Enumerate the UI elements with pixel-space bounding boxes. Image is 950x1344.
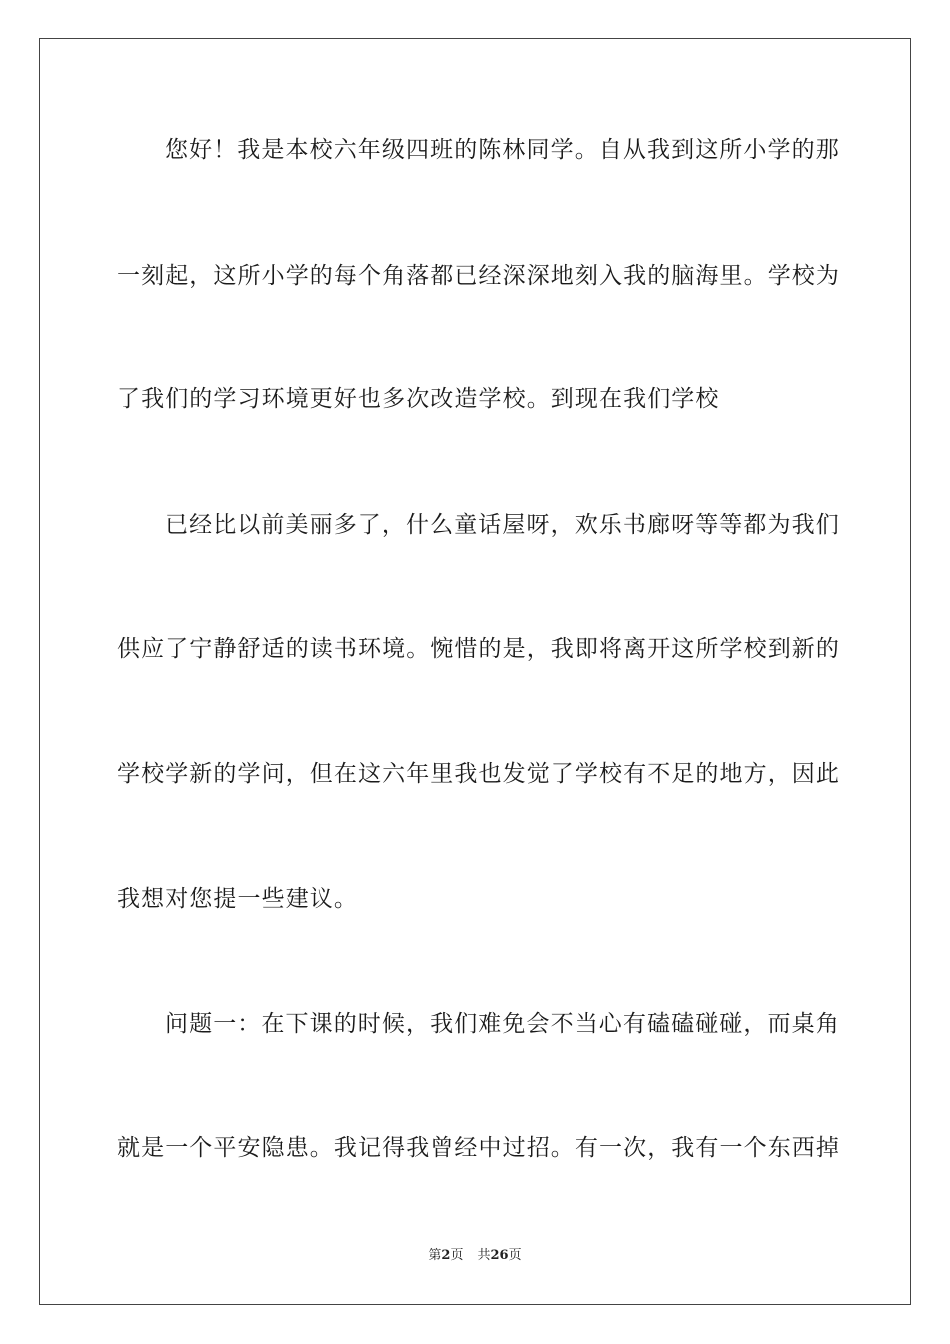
total-suffix: 页 xyxy=(508,1248,522,1263)
text-line-2: 一刻起，这所小学的每个角落都已经深深地刻入我的脑海里。学校为 xyxy=(117,263,840,289)
page-prefix: 第 xyxy=(428,1248,442,1263)
text-line-1: 您好！我是本校六年级四班的陈林同学。自从我到这所小学的那 xyxy=(165,137,840,163)
text-line-3: 了我们的学习环境更好也多次改造学校。到现在我们学校 xyxy=(117,386,720,412)
text-line-9: 就是一个平安隐患。我记得我曾经中过招。有一次，我有一个东西掉 xyxy=(117,1135,840,1161)
text-line-8: 问题一：在下课的时候，我们难免会不当心有磕磕碰碰，而桌角 xyxy=(165,1011,840,1037)
text-line-5: 供应了宁静舒适的读书环境。惋惜的是，我即将离开这所学校到新的 xyxy=(117,636,840,662)
text-line-6: 学校学新的学问，但在这六年里我也发觉了学校有不足的地方，因此 xyxy=(117,761,840,787)
page-suffix: 页 xyxy=(450,1248,464,1263)
page-border xyxy=(39,38,911,1305)
total-pages: 26 xyxy=(490,1248,509,1263)
page-footer xyxy=(0,1247,950,1265)
text-line-7: 我想对您提一些建议。 xyxy=(117,886,358,912)
text-line-4: 已经比以前美丽多了，什么童话屋呀，欢乐书廊呀等等都为我们 xyxy=(165,512,840,538)
page-number: 2 xyxy=(441,1248,451,1263)
total-prefix: 共 xyxy=(477,1248,491,1263)
